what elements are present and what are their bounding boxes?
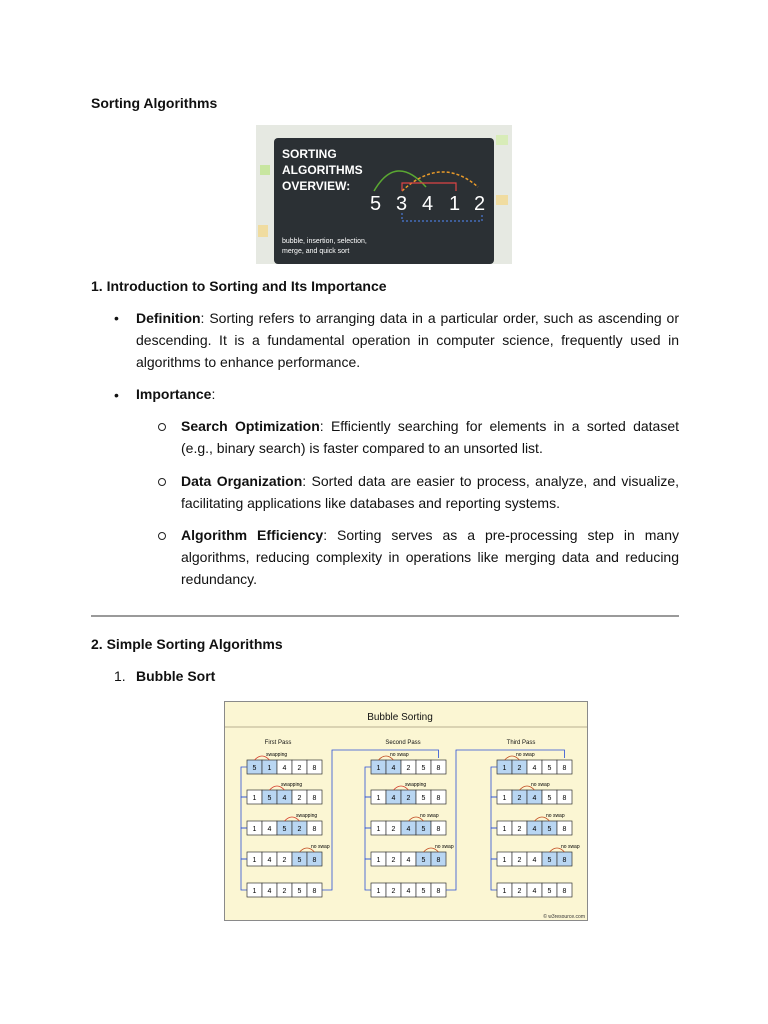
array-cell-value: 1 bbox=[252, 795, 257, 802]
array-cell-value: 1 bbox=[502, 826, 507, 833]
importance-paragraph bbox=[136, 383, 679, 405]
array-cell-value: 2 bbox=[297, 795, 302, 802]
array-cell-value: 8 bbox=[436, 826, 441, 833]
array-cell-value: 8 bbox=[312, 857, 317, 864]
bubble-title: Bubble Sorting bbox=[367, 712, 433, 723]
pass-label: Third Pass bbox=[506, 740, 536, 746]
pass-label: First Pass bbox=[264, 740, 292, 746]
array-cell-value: 8 bbox=[436, 857, 441, 864]
array-cell-value: 1 bbox=[502, 765, 507, 772]
list-number: 1. bbox=[114, 668, 126, 684]
array-cell-value: 2 bbox=[391, 857, 396, 864]
array-cell-value: 4 bbox=[267, 888, 272, 895]
row-connector bbox=[365, 767, 371, 797]
array-cell-value: 4 bbox=[532, 857, 537, 864]
array-cell-value: 5 bbox=[547, 826, 552, 833]
array-cell-value: 5 bbox=[421, 857, 426, 864]
swap-label: no swap bbox=[311, 844, 330, 850]
array-cell-value: 8 bbox=[562, 826, 567, 833]
array-cell-value: 5 bbox=[267, 795, 272, 802]
row-connector bbox=[491, 828, 497, 859]
array-cell-value: 4 bbox=[282, 795, 287, 802]
definition-label: Definition bbox=[136, 310, 201, 326]
row-connector bbox=[365, 797, 371, 828]
row-connector bbox=[241, 797, 247, 828]
array-cell-value: 4 bbox=[532, 888, 537, 895]
swap-label: swapping bbox=[405, 782, 427, 788]
array-cell-value: 8 bbox=[312, 888, 317, 895]
array-cell-value: 8 bbox=[562, 888, 567, 895]
array-cell-value: 5 bbox=[547, 857, 552, 864]
array-cell-value: 4 bbox=[532, 765, 537, 772]
row-connector bbox=[491, 767, 497, 797]
pass-label: Second Pass bbox=[385, 740, 421, 746]
sub-label: Search Optimization bbox=[181, 418, 320, 434]
search-optimization-paragraph bbox=[181, 415, 679, 459]
array-cell-value: 2 bbox=[391, 888, 396, 895]
bullet-dot: • bbox=[114, 310, 119, 326]
array-cell-value: 2 bbox=[517, 857, 522, 864]
array-cell-value: 2 bbox=[517, 888, 522, 895]
array-cell-value: 1 bbox=[376, 795, 381, 802]
array-cell-value: 5 bbox=[252, 765, 257, 772]
array-cell-value: 5 bbox=[297, 857, 302, 864]
array-cell-value: 5 bbox=[297, 888, 302, 895]
data-organization-paragraph bbox=[181, 470, 679, 514]
swap-label: no swap bbox=[561, 844, 580, 850]
hero-line2: ALGORITHMS bbox=[282, 163, 363, 177]
sub-text: : Efficiently searching for elements in a sorted dataset (e.g., binary search) is faster compared to an unsorted list. bbox=[181, 418, 680, 456]
array-cell-value: 8 bbox=[312, 826, 317, 833]
row-connector bbox=[241, 767, 247, 797]
array-cell-value: 2 bbox=[297, 826, 302, 833]
array-cell-value: 5 bbox=[547, 765, 552, 772]
array-cell-value: 5 bbox=[421, 765, 426, 772]
hero-line3: OVERVIEW: bbox=[282, 179, 351, 193]
sub-bullet-circle bbox=[158, 532, 166, 540]
array-cell-value: 8 bbox=[562, 765, 567, 772]
swap-label: no swap bbox=[516, 752, 535, 758]
array-cell-value: 4 bbox=[267, 826, 272, 833]
array-cell-value: 8 bbox=[436, 888, 441, 895]
array-cell-value: 4 bbox=[267, 857, 272, 864]
array-cell-value: 4 bbox=[532, 826, 537, 833]
array-cell-value: 8 bbox=[562, 795, 567, 802]
array-cell-value: 4 bbox=[282, 765, 287, 772]
array-cell-value: 4 bbox=[391, 795, 396, 802]
importance-colon: : bbox=[211, 386, 216, 402]
array-cell-value: 1 bbox=[252, 826, 257, 833]
array-cell-value: 1 bbox=[252, 857, 257, 864]
array-cell-value: 2 bbox=[282, 857, 287, 864]
array-cell-value: 1 bbox=[376, 765, 381, 772]
bullet-dot: • bbox=[114, 387, 119, 403]
array-cell-value: 2 bbox=[391, 826, 396, 833]
hero-line1: SORTING bbox=[282, 147, 337, 161]
definition-text: : Sorting refers to arranging data in a particular order, such as ascending or descending. It is a fundamental operation in computer science, frequently used in algorithms to enhance performance. bbox=[136, 310, 679, 370]
horizontal-rule bbox=[91, 615, 679, 617]
swap-label: no swap bbox=[546, 813, 565, 819]
document-title: Sorting Algorithms bbox=[91, 95, 218, 111]
row-connector bbox=[365, 859, 371, 890]
array-cell-value: 2 bbox=[282, 888, 287, 895]
hero-num-3: 1 bbox=[449, 193, 461, 215]
sub-bullet-circle bbox=[158, 478, 166, 486]
definition-paragraph bbox=[136, 307, 679, 373]
hero-caption2: merge, and quick sort bbox=[282, 248, 350, 255]
array-cell-value: 8 bbox=[436, 765, 441, 772]
swap-label: swapping bbox=[296, 813, 318, 819]
algorithm-efficiency-paragraph bbox=[181, 524, 679, 590]
hero-caption1: bubble, insertion, selection, bbox=[282, 238, 367, 245]
array-cell-value: 4 bbox=[391, 765, 396, 772]
swap-label: no swap bbox=[420, 813, 439, 819]
array-cell-value: 4 bbox=[532, 795, 537, 802]
hero-num-4: 2 bbox=[474, 193, 486, 215]
array-cell-value: 5 bbox=[421, 795, 426, 802]
array-cell-value: 1 bbox=[376, 826, 381, 833]
array-cell-value: 2 bbox=[406, 765, 411, 772]
array-cell-value: 2 bbox=[517, 826, 522, 833]
sub-label: Data Organization bbox=[181, 473, 303, 489]
array-cell-value: 8 bbox=[562, 857, 567, 864]
array-cell-value: 4 bbox=[406, 826, 411, 833]
sub-text: : Sorted data are easier to process, analyze, and visualize, facilitating applications like databases and reporting systems. bbox=[181, 473, 679, 511]
swap-label: swapping bbox=[266, 752, 288, 758]
array-cell-value: 1 bbox=[502, 888, 507, 895]
array-cell-value: 2 bbox=[297, 765, 302, 772]
array-cell-value: 5 bbox=[282, 826, 287, 833]
swap-label: no swap bbox=[435, 844, 454, 850]
sub-label: Algorithm Efficiency bbox=[181, 527, 324, 543]
bubble-sort-label: Bubble Sort bbox=[136, 668, 216, 684]
hero-num-0: 5 bbox=[370, 193, 382, 215]
section2-heading: 2. Simple Sorting Algorithms bbox=[91, 636, 283, 652]
array-cell-value: 5 bbox=[547, 888, 552, 895]
array-cell-value: 1 bbox=[376, 857, 381, 864]
swap-label: no swap bbox=[531, 782, 550, 788]
credit: © w3resource.com bbox=[543, 914, 585, 920]
sorting-overview-graphic bbox=[256, 125, 512, 264]
bubble-sorting-graphic bbox=[225, 702, 587, 920]
hero-num-1: 3 bbox=[396, 193, 408, 215]
array-cell-value: 2 bbox=[517, 765, 522, 772]
array-cell-value: 5 bbox=[547, 795, 552, 802]
array-cell-value: 5 bbox=[421, 826, 426, 833]
sub-bullet-circle bbox=[158, 423, 166, 431]
array-cell-value: 5 bbox=[421, 888, 426, 895]
importance-label: Importance bbox=[136, 386, 212, 402]
array-cell-value: 1 bbox=[502, 795, 507, 802]
sorting-overview-image bbox=[256, 125, 512, 264]
array-cell-value: 4 bbox=[406, 888, 411, 895]
swap-label: swapping bbox=[281, 782, 303, 788]
row-connector bbox=[491, 859, 497, 890]
array-cell-value: 8 bbox=[436, 795, 441, 802]
bubble-sorting-diagram bbox=[224, 701, 588, 921]
array-cell-value: 2 bbox=[517, 795, 522, 802]
array-cell-value: 8 bbox=[312, 765, 317, 772]
array-cell-value: 4 bbox=[406, 857, 411, 864]
sub-text: : Sorting serves as a pre-processing step in many algorithms, reducing complexity in operations like merging data and reducing redundancy. bbox=[181, 527, 679, 587]
array-cell-value: 1 bbox=[502, 857, 507, 864]
row-connector bbox=[241, 859, 247, 890]
section1-heading: 1. Introduction to Sorting and Its Importance bbox=[91, 278, 387, 294]
array-cell-value: 1 bbox=[252, 888, 257, 895]
array-cell-value: 1 bbox=[267, 765, 272, 772]
row-connector bbox=[491, 797, 497, 828]
row-connector bbox=[241, 828, 247, 859]
hero-num-2: 4 bbox=[422, 193, 434, 215]
array-cell-value: 8 bbox=[312, 795, 317, 802]
array-cell-value: 1 bbox=[376, 888, 381, 895]
array-cell-value: 2 bbox=[406, 795, 411, 802]
swap-label: no swap bbox=[390, 752, 409, 758]
row-connector bbox=[365, 828, 371, 859]
